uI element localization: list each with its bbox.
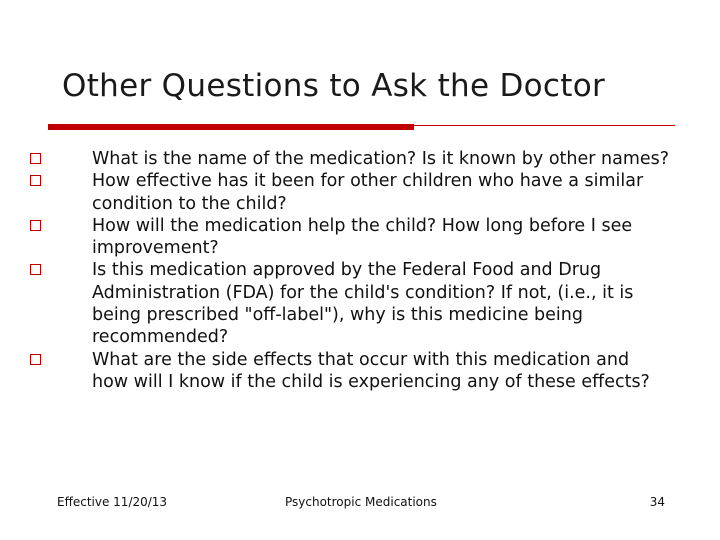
bullet-item	[30, 349, 670, 394]
square-bullet-icon	[30, 354, 41, 365]
bullet-text: Is this medication approved by the Federal Food and Drug Administration (FDA) for the child's condition? If not, (i.e., it is being prescribed "off-label"), why is this medicine being recommended?	[92, 260, 634, 348]
square-bullet-icon	[30, 175, 41, 186]
square-bullet-icon	[30, 153, 41, 164]
bullet-text: What are the side effects that occur with this medication and how will I know if the child is experiencing any of these effects?	[92, 349, 650, 392]
slide-title: Other Questions to Ask the Doctor	[62, 68, 606, 104]
footer-date: Effective 11/20/13	[57, 495, 168, 509]
bullet-item	[30, 170, 670, 215]
page-number: 34	[649, 495, 665, 509]
bullet-list	[30, 148, 670, 393]
bullet-text: What is the name of the medication? Is it known by other names?	[92, 149, 670, 169]
square-bullet-icon	[30, 220, 41, 231]
bullet-item	[30, 215, 670, 260]
bullet-text: How effective has it been for other children who have a similar condition to the child?	[92, 171, 644, 214]
bullet-text: How will the medication help the child? How long before I see improvement?	[92, 215, 633, 259]
footer-title: Psychotropic Medications	[285, 495, 437, 509]
title-underline-accent	[48, 124, 414, 130]
bullet-item	[30, 148, 670, 170]
square-bullet-icon	[30, 264, 41, 275]
bullet-item	[30, 259, 670, 348]
